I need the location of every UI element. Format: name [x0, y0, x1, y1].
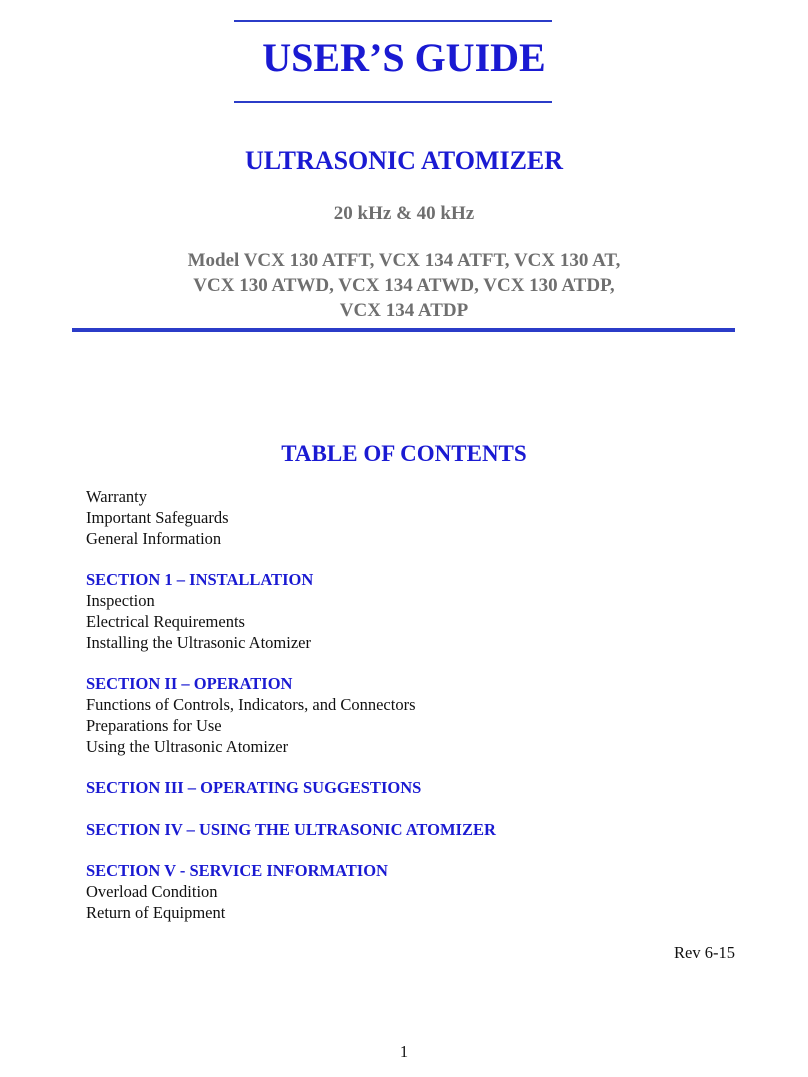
toc-section-using-atomizer[interactable]: SECTION IV – USING THE ULTRASONIC ATOMIZER: [86, 819, 496, 839]
toc-item-overload-condition[interactable]: Overload Condition: [86, 882, 218, 902]
frequency-label: 20 kHz & 40 kHz: [333, 203, 475, 224]
toc-section-operating-suggestions[interactable]: SECTION III – OPERATING SUGGESTIONS: [86, 778, 422, 798]
model-line: Model VCX 130 ATFT, VCX 134 ATFT, VCX 130 AT,: [187, 250, 621, 271]
toc-item-warranty[interactable]: Warranty: [86, 487, 147, 506]
product-title: ULTRASONIC ATOMIZER: [244, 146, 564, 175]
toc-item-electrical-requirements[interactable]: Electrical Requirements: [86, 611, 245, 631]
spacer: [86, 549, 726, 570]
spacer: [86, 757, 726, 778]
spacer: [86, 841, 726, 862]
title-rule-bottom: [234, 101, 552, 103]
model-line: VCX 130 ATWD, VCX 134 ATWD, VCX 130 ATDP,: [193, 275, 615, 296]
guide-title: USER’S GUIDE: [262, 35, 546, 80]
title-rule-top: [234, 20, 552, 22]
toc-section-installation[interactable]: SECTION 1 – INSTALLATION: [86, 570, 314, 590]
page-number: 1: [399, 1042, 409, 1061]
table-of-contents: [86, 487, 726, 924]
toc-item-inspection[interactable]: Inspection: [86, 590, 155, 610]
toc-item-general-information[interactable]: General Information: [86, 528, 222, 548]
model-line: VCX 134 ATDP: [339, 300, 469, 321]
toc-item-functions-of-controls[interactable]: Functions of Controls, Indicators, and Connectors: [86, 694, 416, 714]
toc-section-service-information[interactable]: SECTION V - SERVICE INFORMATION: [86, 861, 388, 881]
toc-item-preparations-for-use[interactable]: Preparations for Use: [86, 715, 222, 735]
revision-label: Rev 6-15: [674, 943, 735, 962]
toc-item-installing-atomizer[interactable]: Installing the Ultrasonic Atomizer: [86, 632, 311, 652]
toc-section-operation[interactable]: SECTION II – OPERATION: [86, 674, 293, 694]
toc-item-important-safeguards[interactable]: Important Safeguards: [86, 507, 229, 527]
toc-item-using-atomizer[interactable]: Using the Ultrasonic Atomizer: [86, 736, 289, 756]
toc-heading: TABLE OF CONTENTS: [281, 441, 527, 466]
spacer: [86, 653, 726, 674]
toc-item-return-of-equipment[interactable]: Return of Equipment: [86, 902, 226, 922]
spacer: [86, 799, 726, 820]
header-divider: [72, 328, 735, 332]
model-list: [0, 248, 808, 323]
